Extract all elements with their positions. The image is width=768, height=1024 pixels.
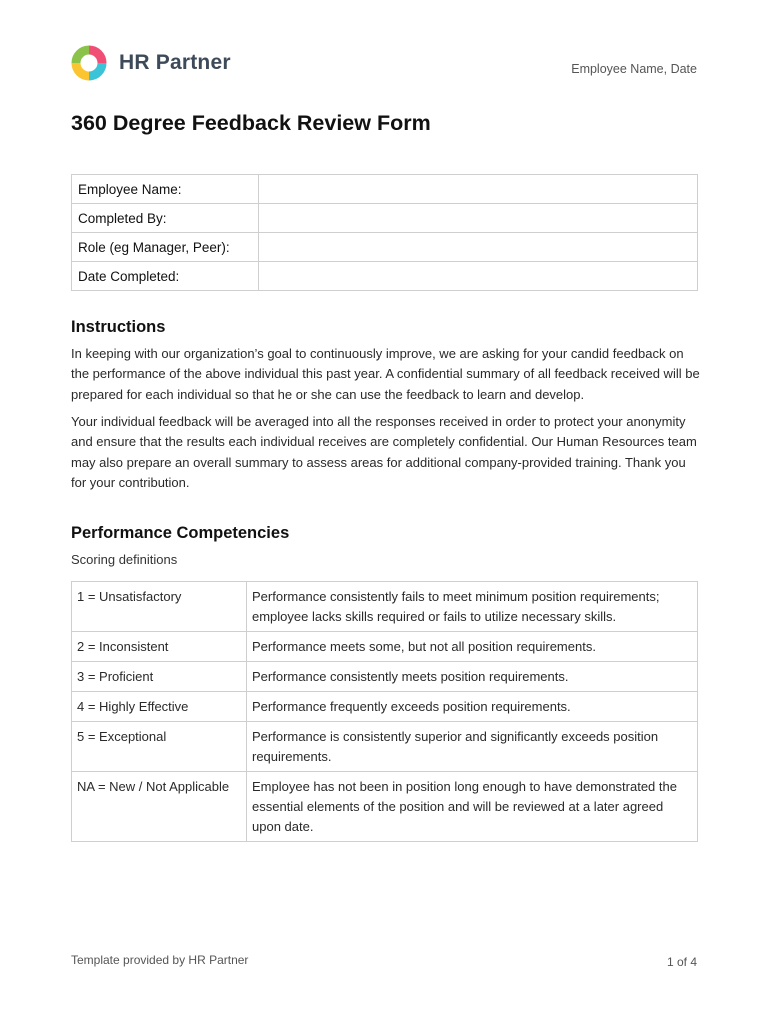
table-row — [72, 662, 698, 692]
info-value-completed-by[interactable] — [259, 204, 698, 233]
table-row — [72, 722, 698, 772]
hr-partner-logo-icon — [70, 44, 108, 82]
info-value-role[interactable] — [259, 233, 698, 262]
definition-cell: Performance meets some, but not all position requirements. — [247, 632, 698, 662]
employee-info-table — [71, 174, 698, 291]
table-row — [72, 692, 698, 722]
score-cell: NA = New / Not Applicable — [72, 772, 247, 842]
info-row — [72, 175, 698, 204]
score-cell: 1 = Unsatisfactory — [72, 582, 247, 632]
definition-cell: Performance consistently fails to meet minimum position requirements; employee lacks skills required or fails to utilize necessary skills. — [247, 582, 698, 632]
info-label: Date Completed: — [72, 262, 259, 291]
score-cell: 5 = Exceptional — [72, 722, 247, 772]
info-label: Role (eg Manager, Peer): — [72, 233, 259, 262]
info-row — [72, 204, 698, 233]
score-cell: 3 = Proficient — [72, 662, 247, 692]
score-cell: 4 = Highly Effective — [72, 692, 247, 722]
table-row — [72, 772, 698, 842]
definition-cell: Performance is consistently superior and significantly exceeds position requirements. — [247, 722, 698, 772]
info-value-date-completed[interactable] — [259, 262, 698, 291]
instructions-paragraph: Your individual feedback will be averaged into all the responses received in order to protect your anonymity and ensure that the results each individual receives are completely confidential. Our Human Resources team may also prepare an overall summary to assess areas for additional company-provided training. Thank you for your contribution. — [71, 414, 697, 490]
table-row — [72, 632, 698, 662]
header-employee-date: Employee Name, Date — [571, 62, 697, 76]
instructions-paragraph: In keeping with our organization’s goal to continuously improve, we are asking for your candid feedback on the performance of the above individual this past year. A confidential summary of all feedback received will be prepared for each individual so that he or she can use the feedback to learn and develop. — [71, 346, 700, 402]
footer-credit: Template provided by HR Partner — [71, 953, 249, 967]
scoring-definitions-table — [71, 581, 698, 842]
definition-cell: Performance frequently exceeds position requirements. — [247, 692, 698, 722]
table-row — [72, 582, 698, 632]
scoring-definitions-label: Scoring definitions — [71, 552, 178, 567]
brand-name: HR Partner — [119, 51, 231, 74]
page-number: 1 of 4 — [666, 955, 697, 969]
info-row — [72, 233, 698, 262]
score-cell: 2 = Inconsistent — [72, 632, 247, 662]
info-label: Employee Name: — [72, 175, 259, 204]
competencies-heading: Performance Competencies — [71, 524, 290, 542]
info-row — [72, 262, 698, 291]
instructions-heading: Instructions — [71, 318, 166, 336]
info-label: Completed By: — [72, 204, 259, 233]
definition-cell: Employee has not been in position long enough to have demonstrated the essential elements of the position and will be reviewed at a later agreed upon date. — [247, 772, 698, 842]
info-value-employee-name[interactable] — [259, 175, 698, 204]
definition-cell: Performance consistently meets position requirements. — [247, 662, 698, 692]
page-title: 360 Degree Feedback Review Form — [71, 111, 431, 135]
